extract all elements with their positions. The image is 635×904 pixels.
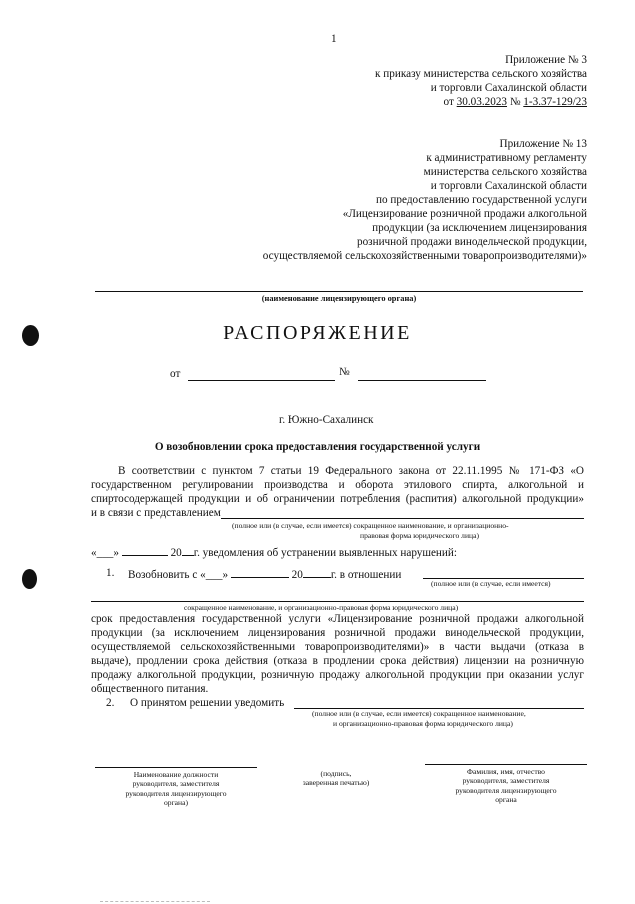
item1-last-line: общественного питания.	[91, 683, 209, 695]
para1-line3: спиртосодержащей продукции и об ограничении потребления (распития) алкогольной продукции»	[91, 493, 584, 505]
authority-caption: (наименование лицензирующего органа)	[261, 294, 417, 303]
appendix-13-line: продукции (за исключением лицензирования	[372, 222, 587, 234]
item2-caption1: (полное или (в случае, если имеется) сокращенное наименование,	[312, 709, 526, 718]
item1-number: 1.	[106, 567, 115, 579]
item2-number: 2.	[106, 697, 115, 709]
item1-caption: (полное или (в случае, если имеется)	[431, 579, 551, 588]
appendix-3-line2: к приказу министерства сельского хозяйства	[375, 68, 587, 80]
appendix-3-date-line	[444, 96, 587, 109]
appendix-13-line: осуществляемой сельскохозяйственными товаропроизводителями)»	[262, 250, 587, 262]
item1-body-line: осуществляемой сельскохозяйственными товаропроизводителями)» в части выдачи (отказа в	[91, 641, 584, 653]
authority-underline	[95, 291, 583, 292]
appendix-3-title: Приложение № 3	[505, 54, 587, 66]
item1-body-line: срок предоставления государственной услуги «Лицензирование розничной продажи алкогольной	[91, 613, 584, 625]
appendix-13-line: «Лицензирование розничной продажи алкогольной	[342, 208, 587, 220]
notice-line	[91, 545, 457, 560]
notice-rest: г. уведомления об устранении выявленных нарушений:	[193, 547, 458, 559]
appendix-13-line: к административному регламенту	[426, 152, 587, 164]
scan-artifact	[100, 901, 210, 902]
appendix-13-line: розничной продажи винодельческой продукции,	[356, 236, 587, 248]
item1-line	[128, 567, 401, 582]
para1-line2: государственном регулировании производства и оборота этилового спирта, алкогольной и	[91, 479, 584, 491]
notice-year-blank	[182, 545, 194, 556]
notice-month-blank	[122, 545, 168, 556]
number-blank	[358, 380, 486, 381]
item1-year: 20	[291, 569, 303, 581]
page-number: 1	[331, 33, 337, 45]
order-date: 30.03.2023	[456, 96, 508, 108]
date-prefix: от	[443, 96, 454, 108]
city: г. Южно-Сахалинск	[279, 414, 374, 426]
signature-sign-caption: (подпись, заверенная печатью)	[302, 769, 370, 788]
document-title: РАСПОРЯЖЕНИЕ	[223, 322, 412, 344]
item1-caption2: сокращенное наименование, и организационно-правовая форма юридического лица)	[184, 603, 459, 612]
item1-recipient-blank-2	[91, 601, 584, 602]
item1-body-line: выдаче), продлении срока действия (отказа в продлении срока действия) лицензии на розничную	[91, 655, 584, 667]
ink-blot	[22, 569, 37, 589]
order-number: 1-3.37-129/23	[523, 96, 587, 108]
representation-blank	[221, 518, 584, 519]
item1-year-blank	[303, 567, 331, 578]
signature-position-line	[95, 767, 257, 768]
signature-name-line	[425, 764, 587, 765]
signature-name-caption: Фамилия, имя, отчество руководителя, заместителя руководителя лицензирующего органа	[455, 767, 557, 805]
appendix-3-line3: и торговли Сахалинской области	[430, 82, 587, 94]
appendix-13-line: Приложение № 13	[499, 138, 587, 150]
item1-body-line: продукции (за исключением лицензирования розничной продажи винодельческой продукции,	[91, 627, 584, 639]
notice-day-blank: «___»	[91, 547, 119, 559]
item1-rest: г. в отношении	[330, 569, 402, 581]
item2-text: О принятом решении уведомить	[130, 697, 285, 709]
para1-line1: В соответствии с пунктом 7 статьи 19 Федерального закона от 22.11.1995 № 171-ФЗ «О	[118, 465, 584, 477]
date-blank	[188, 380, 335, 381]
number-label: №	[339, 366, 350, 378]
signature-position-caption: Наименование должности руководителя, заместителя руководителя лицензирующего органа)	[125, 770, 227, 808]
para1-line4: и в связи с представлением	[91, 507, 221, 519]
notice-year: 20	[170, 547, 182, 559]
date-from-label: от	[170, 368, 181, 380]
appendix-13-line: и торговли Сахалинской области	[430, 180, 587, 192]
number-prefix: №	[509, 96, 521, 108]
item1-text: Возобновить с «___»	[128, 569, 229, 581]
item1-month-blank	[231, 567, 289, 578]
item2-caption2: и организационно-правовая форма юридического лица)	[333, 719, 513, 728]
appendix-13-line: министерства сельского хозяйства	[423, 166, 587, 178]
para1-caption1: (полное или (в случае, если имеется) сокращенное наименование, и организационно-	[232, 521, 509, 530]
item1-body-line: продажу алкогольной продукции, розничную продажу алкогольной продукции при оказании услуг	[91, 669, 584, 681]
order-heading: О возобновлении срока предоставления государственной услуги	[154, 441, 481, 453]
appendix-13-line: по предоставлению государственной услуги	[376, 194, 587, 206]
para1-caption2: правовая форма юридического лица)	[360, 531, 479, 540]
